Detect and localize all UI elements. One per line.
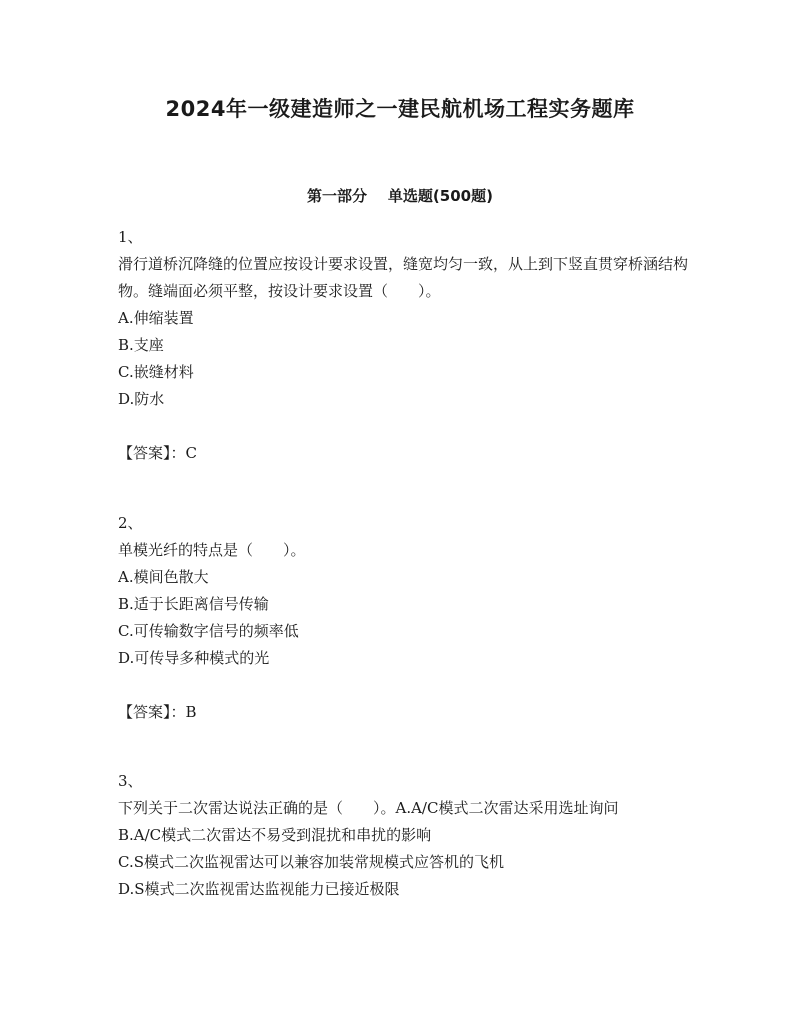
- question-2: [118, 510, 688, 726]
- answer: 【答案】：C: [118, 444, 197, 462]
- question-stem-text: 单模光纤的特点是（ ）。: [118, 541, 306, 559]
- section-title: 第一部分 单选题(500题): [307, 187, 493, 205]
- question-3: [118, 768, 688, 903]
- question-1: [118, 224, 688, 467]
- question-stem: [118, 537, 688, 564]
- option-b: B.支座: [118, 336, 164, 354]
- question-stem: [118, 251, 688, 305]
- option-c: C.S模式二次监视雷达可以兼容加装常规模式应答机的飞机: [118, 853, 504, 871]
- option-d: D.S模式二次监视雷达监视能力已接近极限: [118, 880, 400, 898]
- option-b: B.A/C模式二次雷达不易受到混扰和串扰的影响: [118, 826, 432, 844]
- question-number: 3、: [118, 772, 143, 790]
- question-stem-text: 滑行道桥沉降缝的位置应按设计要求设置，缝宽均匀一致，从上到下竖直贯穿桥涵结构物。缝端面必须平整，按设计要求设置（ ）。: [118, 255, 688, 300]
- option-d: D.可传导多种模式的光: [118, 649, 270, 667]
- question-number: 1、: [118, 228, 143, 246]
- option-a: A.模间色散大: [118, 568, 209, 586]
- option-b: B.适于长距离信号传输: [118, 595, 269, 613]
- question-stem: [118, 795, 688, 822]
- option-c: C.嵌缝材料: [118, 363, 194, 381]
- question-number: 2、: [118, 514, 143, 532]
- option-d: D.防水: [118, 390, 165, 408]
- question-stem-text: 下列关于二次雷达说法正确的是（ ）。A.A/C模式二次雷达采用选址询问: [118, 799, 619, 817]
- document-title: 2024年一级建造师之一建民航机场工程实务题库: [165, 97, 635, 121]
- answer: 【答案】：B: [118, 703, 197, 721]
- option-a: A.伸缩装置: [118, 309, 194, 327]
- option-c: C.可传输数字信号的频率低: [118, 622, 299, 640]
